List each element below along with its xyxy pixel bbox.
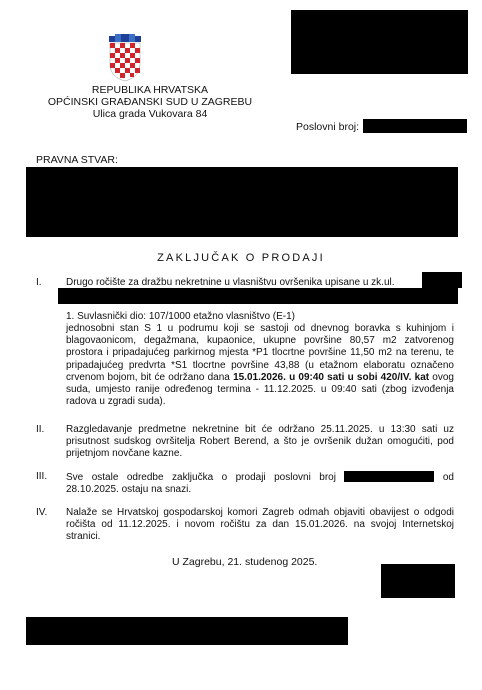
- section-3-text-a: Sve ostale odredbe zaključka o prodaji poslovni broj: [66, 472, 345, 483]
- redaction-footer: [26, 617, 348, 645]
- section-2-text: Razgledavanje predmetne nekretnine bit će održano 25.11.2025. u 13:30 sati uz prisutnost sudskog ovršitelja Robert Berend, a što je ovršenik dužan omogućiti, pod prijetnjom novčane kazne.: [66, 424, 454, 460]
- section-1-line1: Drugo ročište za dražbu nekretnine u vlasništvu ovršenika upisane u zk.ul.: [66, 277, 395, 288]
- header-address: Ulica grada Vukovara 84: [92, 108, 208, 120]
- place-date: U Zagrebu, 21. studenog 2025.: [172, 556, 318, 568]
- case-number-label: Poslovni broj:: [296, 121, 360, 133]
- redaction-top-right: [291, 10, 468, 74]
- section-4-number: IV.: [36, 507, 48, 518]
- section-4-text: Nalaže se Hrvatskoj gospodarskoj komori Zagreb odmah objaviti obavijest o odgodi ročišta od 11.12.2025. i novom ročištu za dan 15.01.2026. na svojoj Internetskoj stranici.: [66, 507, 454, 543]
- section-1-line2: 1. Suvlasnički dio: 107/1000 etažno vlasništvo (E-1): [66, 311, 296, 322]
- redaction-land-register: [422, 272, 462, 288]
- section-3-text-b: od 28.10.2025. ostaju na snazi.: [66, 472, 454, 496]
- section-1-number: I.: [36, 277, 42, 288]
- document-title: ZAKLJUČAK O PRODAJI: [157, 252, 325, 264]
- redaction-matter: [26, 167, 458, 237]
- section-1-body: [66, 323, 454, 408]
- matter-label: PRAVNA STVAR:: [36, 154, 118, 166]
- section-1-body-a: jednosobni stan S 1 u podrumu koji se sastoji od dnevnog boravka s kuhinjom i blagovaonicom, degažmana, kupaonice, ukupne površine 80,57 m2 zatvorenog prostora i pripadajućeg parkirnog mjesta *P1 tlocrtne površine 11,50 m2 na terenu, te pripadajućeg predvrta *S1 tlocrtne površine 43,88 (u etažnom elaboratu označeno crvenom bojom, bit će održano dana: [66, 323, 454, 383]
- header-court: OPĆINSKI GRAĐANSKI SUD U ZAGREBU: [47, 96, 253, 108]
- redaction-signature: [381, 564, 455, 598]
- section-2-number: II.: [36, 424, 45, 435]
- croatian-coat-of-arms-icon: [107, 34, 143, 82]
- section-3-text: [66, 471, 454, 496]
- section-1-hearing-date: 15.01.2026. u 09:40 sati u sobi 420/IV. kat: [233, 371, 430, 383]
- section-3-number: III.: [36, 471, 48, 482]
- section-1-body-b: ovog suda, umjesto ranije određenog termina - 11.12.2025. u 09:40 sati (zbog izvođenja radova u zgradi suda).: [66, 371, 454, 408]
- redaction-case-ref: [344, 471, 434, 482]
- header-country: REPUBLIKA HRVATSKA: [91, 84, 209, 96]
- redaction-property: [58, 288, 458, 304]
- redaction-case-number: [363, 119, 467, 133]
